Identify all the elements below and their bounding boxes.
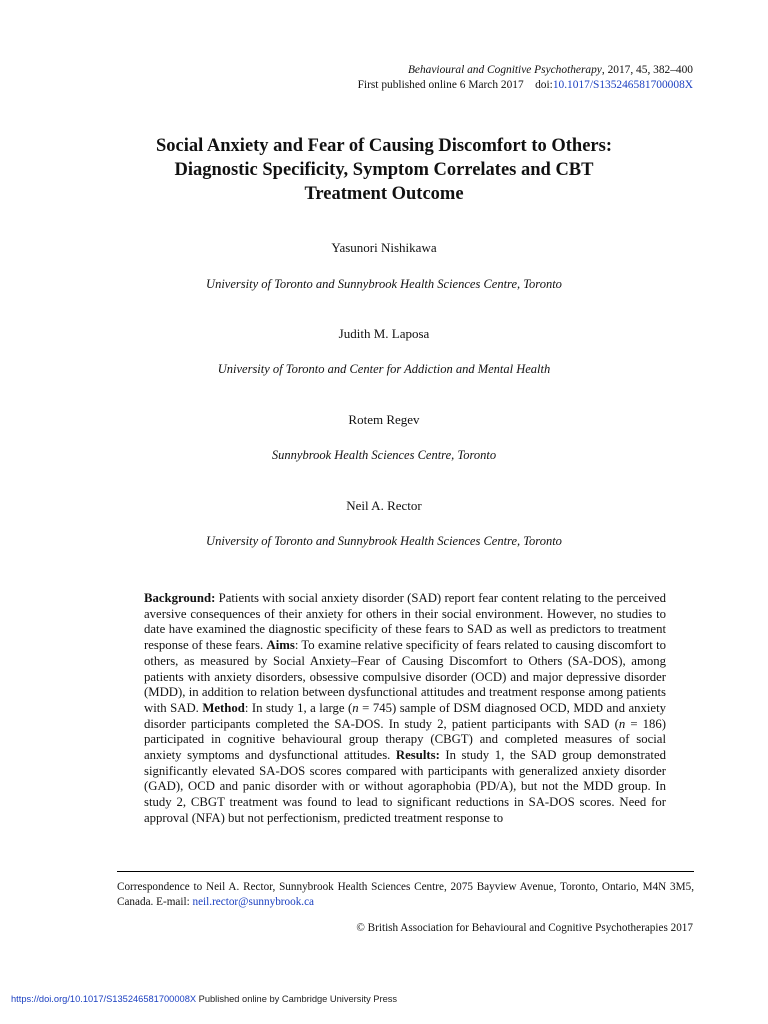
author-affiliation: University of Toronto and Sunnybrook Health Sciences Centre, Toronto [206,534,562,548]
aims-label: Aims [266,638,295,653]
email-link[interactable]: neil.rector@sunnybrook.ca [192,896,315,908]
title-line-2: Diagnostic Specificity, Symptom Correlates and CBT [174,160,594,180]
publication-info [358,78,693,93]
doi-url-link[interactable]: https://doi.org/10.1017/S135246581700008X [11,994,197,1004]
method-text: ) participated in cognitive behavioural group therapy (CBGT) and completed measures of social anxiety symptoms and dysfunctional attitudes. [144,716,666,763]
abstract [144,591,666,827]
author-name: Judith M. Laposa [338,326,430,341]
title-line-3: Treatment Outcome [304,184,464,204]
method-label: Method [202,700,245,715]
article-title [84,134,684,206]
published-by-text: Published online by Cambridge University Press [196,994,398,1004]
author-name: Neil A. Rector [346,498,422,513]
author-name: Rotem Regev [348,412,420,427]
aims-text: : To examine relative specificity of fears related to causing discomfort to others, as measured by Social Anxiety–Fear of Causing Discomfort to Others (SA-DOS), among patients with anxiety disorders, obsessive compulsive disorder (OCD) and major depressive disorder (MDD), in addition to relation between dysfunctional attitudes and treatment response among patients with SAD. [144,638,667,715]
doi-prefix: doi: [535,79,553,91]
doi-link[interactable]: 10.1017/S135246581700008X [552,79,693,91]
n-variable: n [618,716,626,731]
publisher-footer [11,993,397,1005]
journal-header [358,63,693,93]
n-value: = 186 [625,716,662,731]
author-affiliation: Sunnybrook Health Sciences Centre, Toronto [271,448,497,462]
first-published: First published online 6 March 2017 [357,79,524,91]
method-text: : In study 1, a large ( [244,700,353,715]
background-text: Patients with social anxiety disorder (SAD) report fear content relating to the perceived aversive consequences of their anxiety for others in their social environment. However, no studies to date have examined the diagnostic specificity of these fears to SAD as well as predictors to treatment response of these fears. [144,591,666,653]
results-text: In study 1, the SAD group demonstrated significantly elevated SA-DOS scores compared with participants with generalized anxiety disorder (GAD), OCD and panic disorder with or without agoraphobia (PD/A), but not the MDD group. In study 2, CBGT treatment was found to lead to significant reductions in SA-DOS scores. Need for approval (NFA) but not perfectionism, predicted treatment response to [144,748,667,825]
author-affiliation: University of Toronto and Sunnybrook Health Sciences Centre, Toronto [206,277,562,291]
results-label: Results: [395,748,440,763]
author-affiliation: University of Toronto and Center for Addiction and Mental Health [217,362,551,376]
footnote-divider [117,871,694,872]
n-variable: n [352,700,359,715]
title-line-1: Social Anxiety and Fear of Causing Discomfort to Others: [156,136,612,156]
method-text: ) sample of DSM diagnosed OCD, MDD and anxiety disorder participants completed the SA-DOS. In study 2, patient participants with SAD ( [144,700,666,731]
journal-volume-pages: , 2017, 45, 382–400 [601,64,693,76]
journal-name: Behavioural and Cognitive Psychotherapy [407,64,602,76]
correspondence-footnote [117,880,694,910]
background-label: Background: [144,591,216,605]
journal-citation [358,63,693,78]
n-value: = 745 [358,700,392,715]
correspondence-text: Correspondence to Neil A. Rector, Sunnybrook Health Sciences Centre, 2075 Bayview Avenue, Toronto, Ontario, M4N 3M5, Canada. E-mail: [117,881,694,908]
copyright-notice: © British Association for Behavioural and Cognitive Psychotherapies 2017 [356,922,693,934]
author-name: Yasunori Nishikawa [331,240,437,255]
